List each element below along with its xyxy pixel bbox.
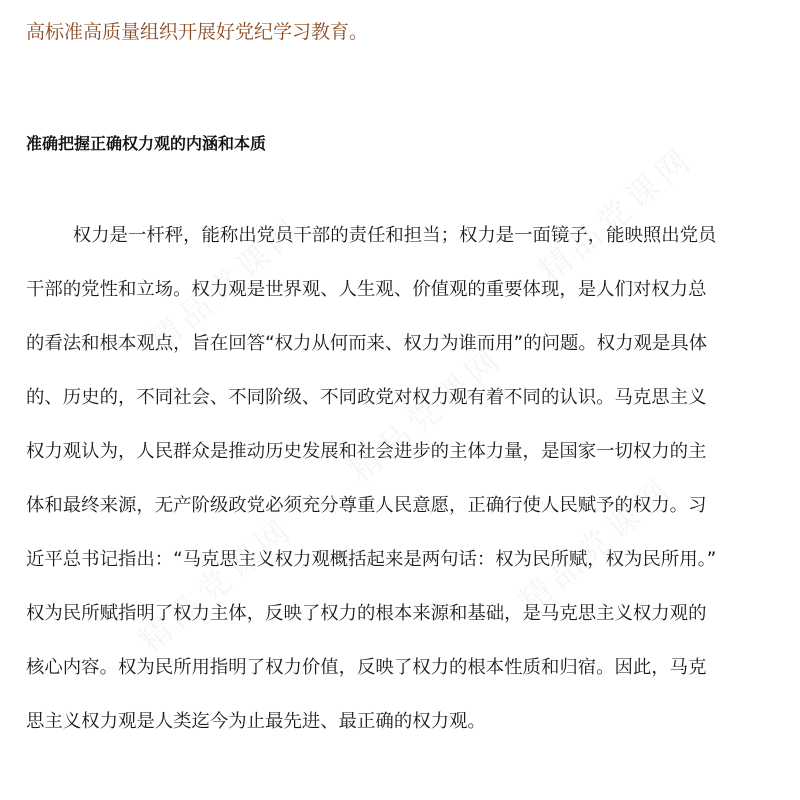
body-line: 思主义权力观是人类迄今为止最先进、最正确的权力观。: [26, 711, 486, 732]
watermark: 精品党课网: [341, 338, 512, 491]
body-line: 权力观认为，人民群众是推动历史发展和社会进步的主体力量，是国家一切权力的主: [26, 441, 707, 462]
watermark: 精品党课网: [131, 508, 302, 661]
section-heading: 准确把握正确权力观的内涵和本质: [26, 134, 267, 153]
body-line: 近平总书记指出：“马克思主义权力观概括起来是两句话：权为民所赋，权为民所用。”: [26, 549, 717, 570]
body-line: 的看法和根本观点，旨在回答“权力从何而来、权力为谁而用”的问题。权力观是具体: [26, 333, 708, 354]
body-line: 干部的党性和立场。权力观是世界观、人生观、价值观的重要体现，是人们对权力总: [26, 279, 707, 300]
intro-line: 高标准高质量组织开展好党纪学习教育。: [26, 21, 369, 43]
body-line: 的、历史的，不同社会、不同阶级、不同政党对权力观有着不同的认识。马克思主义: [26, 387, 707, 408]
body-line: 权力是一杆秤，能称出党员干部的责任和担当；权力是一面镜子，能映照出党员: [26, 225, 717, 246]
body-line: 核心内容。权为民所用指明了权力价值，反映了权力的根本性质和归宿。因此，马克: [26, 657, 707, 678]
body-line: 权为民所赋指明了权力主体，反映了权力的根本来源和基础，是马克思主义权力观的: [26, 603, 707, 624]
watermark: 精品党课网: [531, 138, 702, 291]
body-line: 体和最终来源，无产阶级政党必须充分尊重人民意愿，正确行使人民赋予的权力。习: [26, 495, 707, 516]
body-paragraph: [26, 209, 776, 749]
watermark: 精品党课网: [511, 468, 682, 621]
watermark: 精品党课网: [141, 208, 312, 361]
